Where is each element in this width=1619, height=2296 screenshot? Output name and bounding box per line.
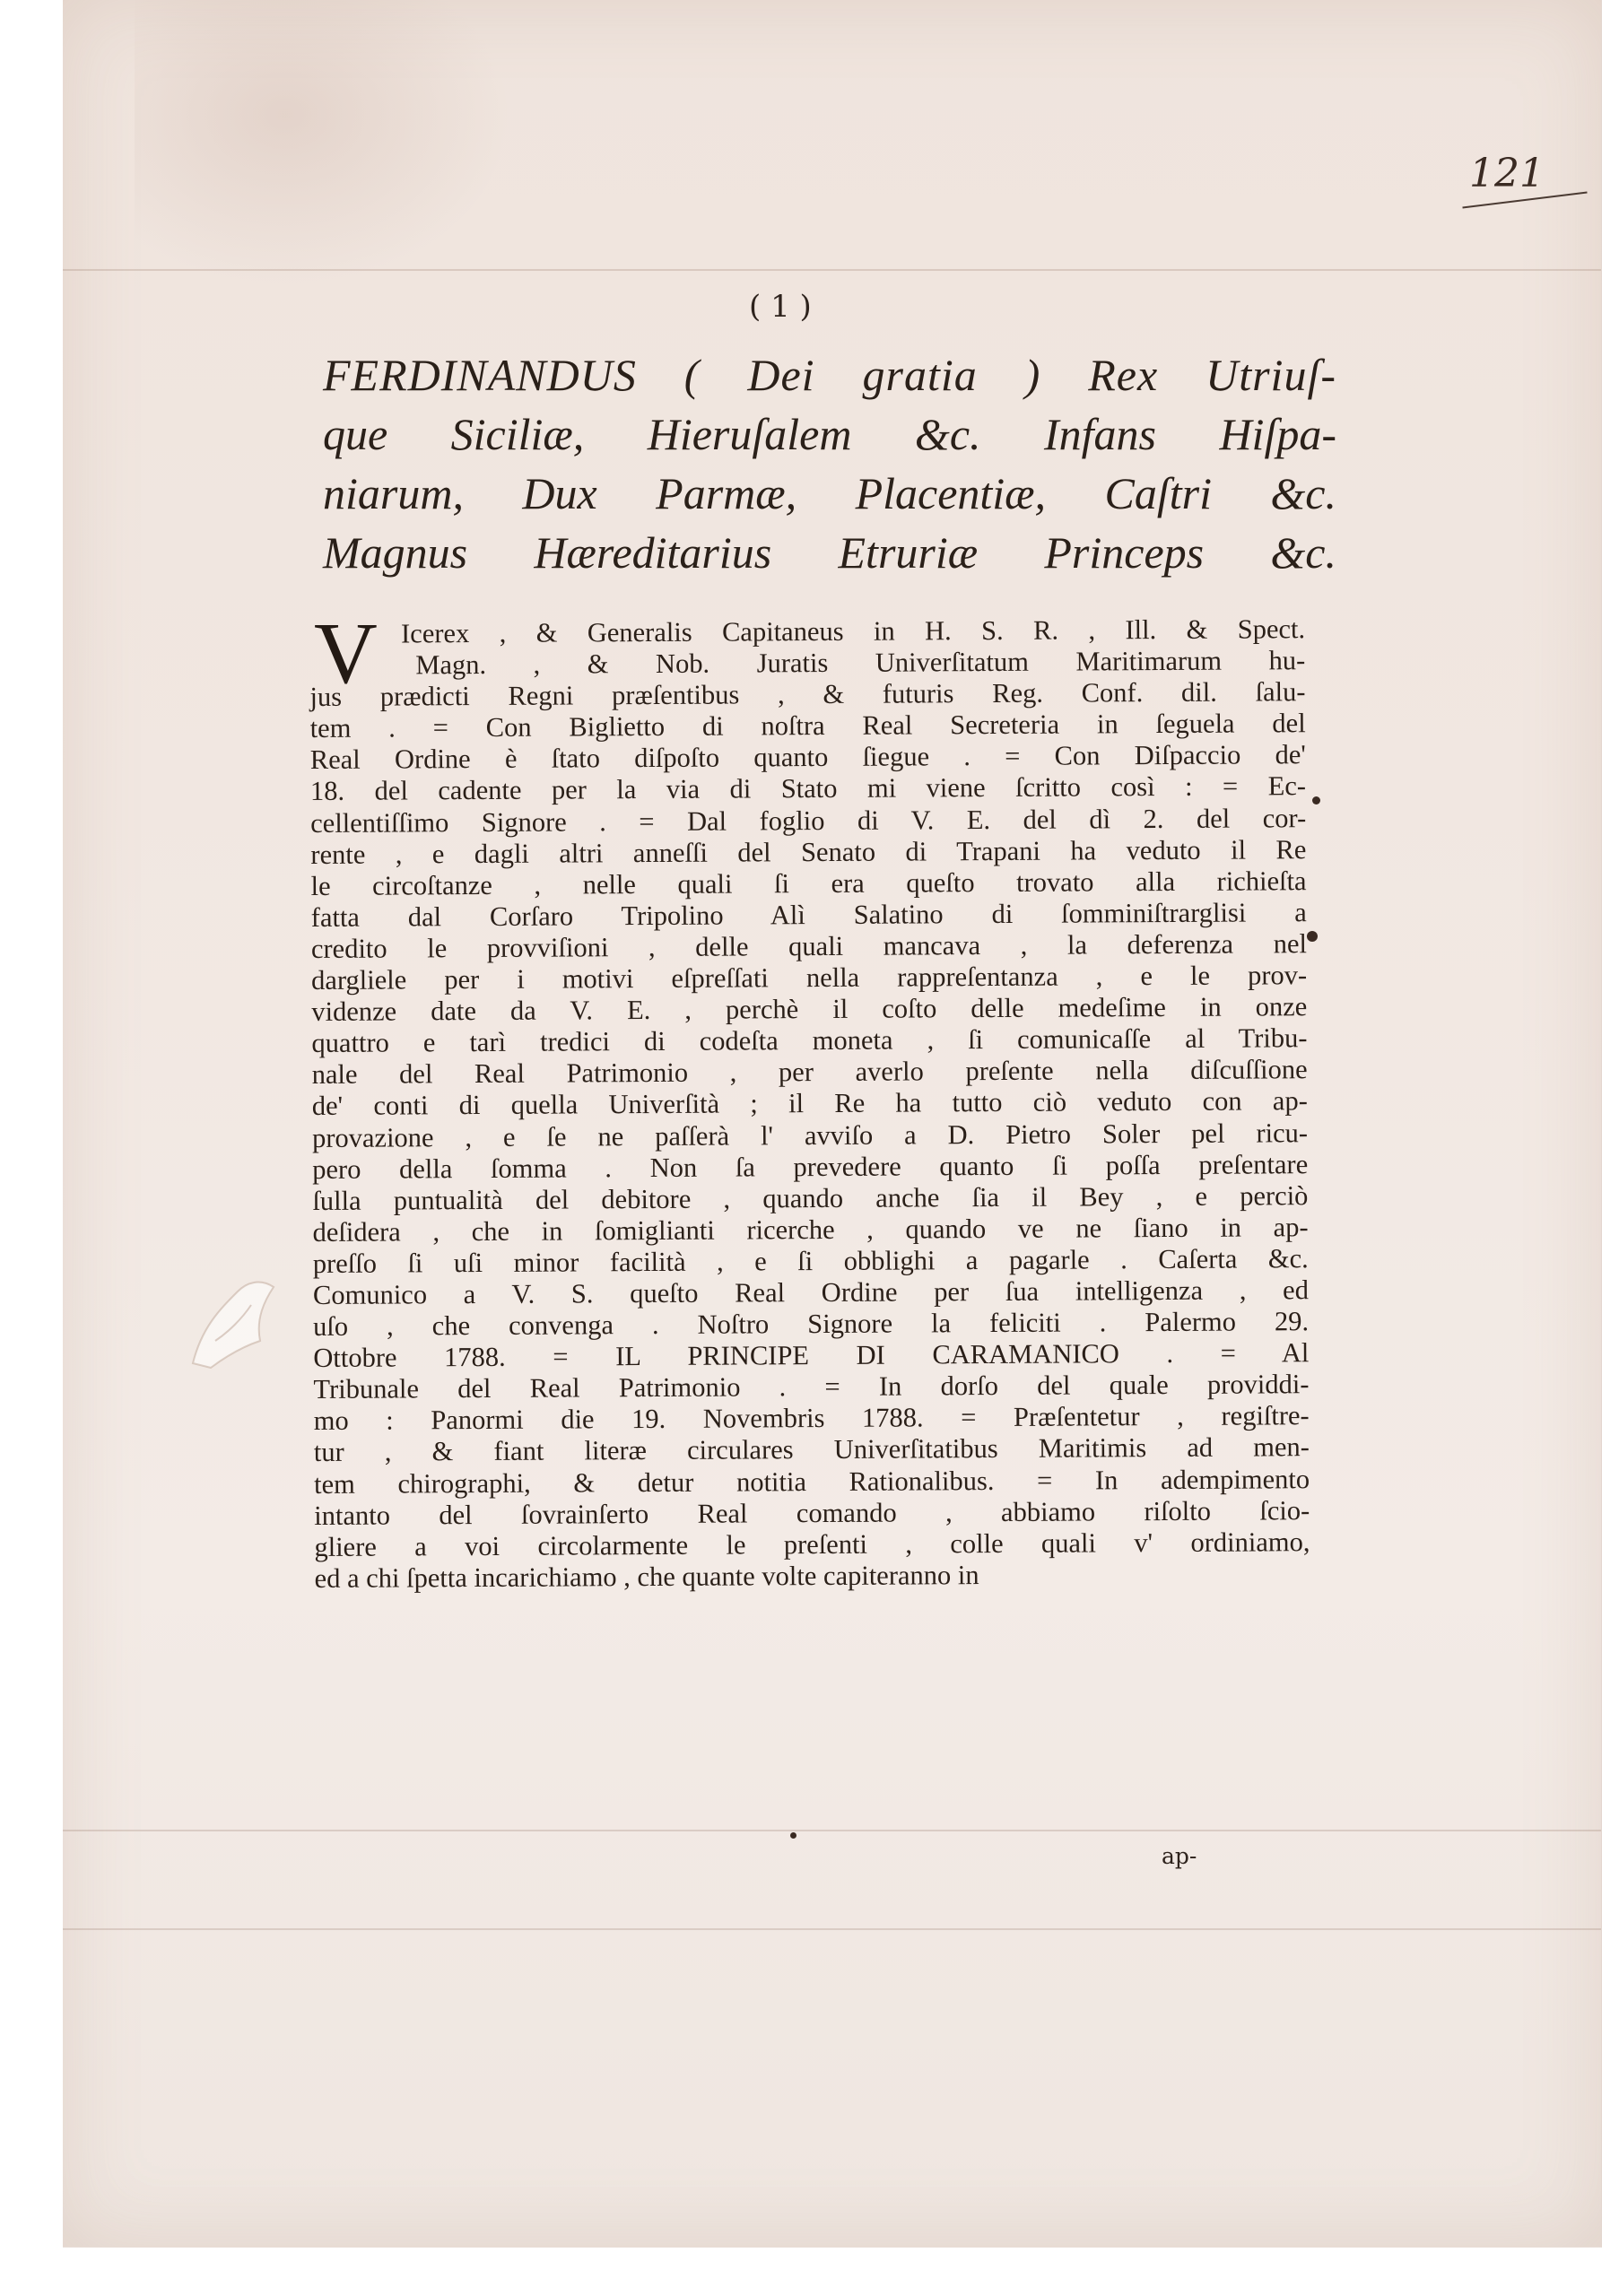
body-line: Real Ordine è ſtato diſpoſto quanto ſiegue . = Con Diſpaccio de' xyxy=(309,739,1306,776)
body-line: tem . = Con Biglietto di noſtra Real Secreteria in ſeguela del xyxy=(309,708,1306,744)
fold-line xyxy=(63,1928,1601,1930)
decree-body xyxy=(309,605,1310,1595)
drop-cap: V xyxy=(314,605,378,702)
body-line: credito le provviſioni , delle quali mancava , la deferenza nel xyxy=(310,928,1308,964)
archive-number: 121 xyxy=(1469,151,1545,196)
body-line: gliere a voi circolarmente le preſenti , colle quali v' ordiniamo, xyxy=(314,1526,1310,1562)
body-line: deſidera , che in ſomiglianti ricerche , quando ve ne ſiano in ap- xyxy=(312,1211,1309,1248)
body-line: nale del Real Patrimonio , per averlo preſente nella diſcuſſione xyxy=(311,1054,1308,1091)
ink-spot xyxy=(790,1832,796,1839)
body-line: Icerex , & Generalis Capitaneus in H. S. R. , Ill. & Spect. xyxy=(400,613,1306,649)
body-line: Comunico a V. S. queſto Real Ordine per ſua intelligenza , ed xyxy=(312,1274,1310,1310)
ink-spot xyxy=(1312,796,1320,804)
heading-line: Magnus Hæreditarius Etruriæ Princeps &c. xyxy=(323,527,1336,578)
body-line: intanto del ſovrainſerto Real comando , abbiamo riſolto ſcio- xyxy=(314,1494,1310,1531)
body-line: Ottobre 1788. = IL PRINCIPE DI CARAMANICO . = Al xyxy=(313,1337,1310,1374)
body-line: tem chirographi, & detur notitia Rationalibus. = In adempimento xyxy=(313,1463,1310,1500)
fold-line xyxy=(63,1830,1601,1831)
body-line: de' conti di quella Univerſità ; il Re ha tutto ciò veduto con ap- xyxy=(311,1085,1308,1122)
paper-stain xyxy=(135,0,511,287)
heading-line: FERDINANDUS ( Dei gratia ) Rex Utriuſ- xyxy=(323,350,1336,400)
body-line: pero della ſomma . Non ſa prevedere quanto ſi poſſa preſentare xyxy=(312,1148,1309,1185)
royal-title-heading xyxy=(323,345,1336,582)
body-line: dargliele per i motivi eſpreſſati nella rappreſentanza , e le prov- xyxy=(311,960,1308,996)
body-line: Magn. , & Nob. Juratis Univerſitatum Maritimarum hu- xyxy=(415,645,1306,681)
body-line: 18. del cadente per la via di Stato mi viene ſcritto così : = Ec- xyxy=(309,770,1307,807)
dry-seal-emboss xyxy=(175,1256,300,1390)
body-line: ed a chi ſpetta incarichiamo , che quante volte capiteranno in xyxy=(314,1559,979,1594)
body-line: Tribunale del Real Patrimonio . = In dorſo del quale providdi- xyxy=(313,1369,1310,1405)
body-line: rente , e dagli altri anneſſi del Senato di Trapani ha veduto il Re xyxy=(310,833,1307,870)
body-line: uſo , che convenga . Noſtro Signore la feliciti . Palermo 29. xyxy=(313,1306,1310,1343)
catchword: ap- xyxy=(1162,1843,1197,1869)
body-line: jus prædicti Regni præſentibus , & futuris Reg. Conf. dil. ſalu- xyxy=(309,676,1306,713)
body-line: mo : Panormi die 19. Novembris 1788. = Præſentetur , regiſtre- xyxy=(313,1400,1310,1437)
body-line: tur , & fiant literæ circulares Univerſitatibus Maritimis ad men- xyxy=(313,1431,1310,1468)
heading-line: que Siciliæ, Hieruſalem &c. Infans Hiſpa- xyxy=(323,409,1336,459)
page-number: ( 1 ) xyxy=(749,289,812,325)
ink-spot xyxy=(1307,931,1318,942)
body-line: le circoſtanze , nelle quali ſi era queſto trovato alla richieſta xyxy=(310,865,1307,901)
heading-line: niarum, Dux Parmæ, Placentiæ, Caſtri &c. xyxy=(323,468,1336,518)
body-line: preſſo ſi uſi minor facilità , e ſi obblighi a pagarle . Caſerta &c. xyxy=(312,1243,1309,1279)
body-line: provazione , e ſe ne paſſerà l' avviſo a D. Pietro Soler pel ricu- xyxy=(311,1117,1309,1153)
body-line: fatta dal Corſaro Tripolino Alì Salatino di ſomminiſtrarglisi a xyxy=(310,897,1307,933)
fold-line xyxy=(63,269,1601,271)
body-line: cellentiſſimo Signore . = Dal foglio di V. E. del dì 2. del cor- xyxy=(310,802,1307,839)
body-line: ſulla puntualità del debitore , quando anche ſia il Bey , e perciò xyxy=(312,1179,1309,1216)
body-line: quattro e tarì tredici di codeſta moneta , ſi comunicaſſe al Tribu- xyxy=(311,1022,1308,1059)
body-line: videnze date da V. E. , perchè il coſto delle medeſime in onze xyxy=(311,991,1308,1028)
